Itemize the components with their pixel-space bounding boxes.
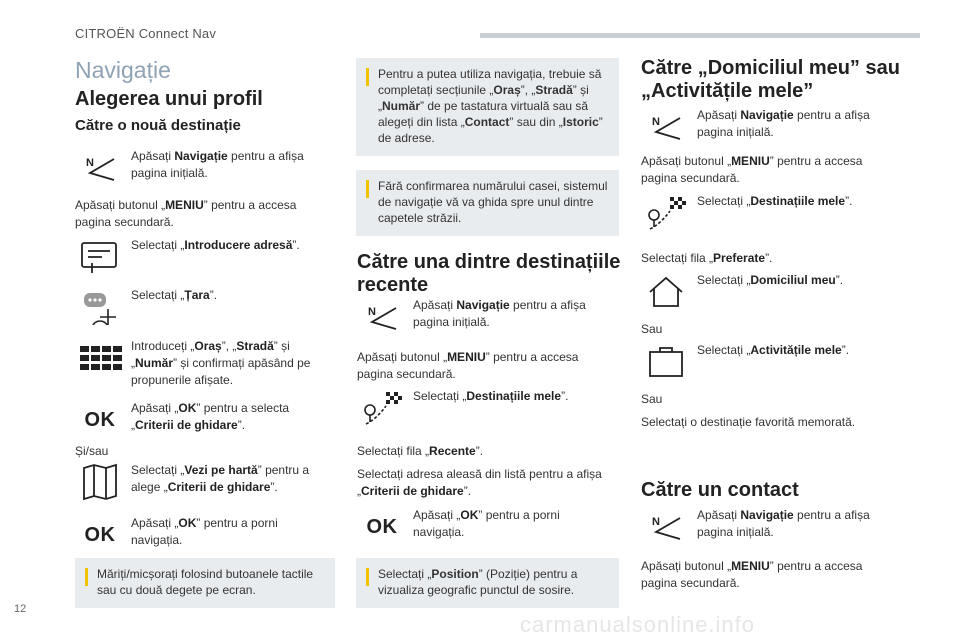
header-bar xyxy=(480,33,920,38)
step-address xyxy=(75,237,335,277)
step-home xyxy=(641,272,901,312)
destination-flag-icon xyxy=(641,193,691,233)
keyboard-icon xyxy=(75,338,125,378)
col3-title-2: Către un contact xyxy=(641,479,799,501)
tab-favorites-instruction: Selectați fila „Preferate”. xyxy=(641,251,773,265)
svg-text:N: N xyxy=(368,306,376,318)
svg-text:N: N xyxy=(86,157,94,169)
col3-title: Către „Domiciliul meu” sau „Activitățile mele” xyxy=(641,57,900,102)
step-ok-1 xyxy=(75,400,335,440)
step-ok-3 xyxy=(357,507,619,547)
note-house-number: Fără confirmarea numărului casei, sistemul de navigație vă va ghida spre unul dintre capetele străzii. xyxy=(356,170,619,236)
menu-instruction-3: Apăsați butonul „MENIU” pentru a accesa pagina secundară. xyxy=(641,154,863,185)
or-label-1: Sau xyxy=(641,322,663,336)
step-country-text: Selectați „Țara”. xyxy=(131,288,218,302)
step-work xyxy=(641,342,901,382)
step-work-text: Selectați „Activitățile mele”. xyxy=(697,343,850,357)
step-input xyxy=(75,338,335,389)
step-nav-1 xyxy=(75,148,335,188)
step-address-text: Selectați „Introducere adresă”. xyxy=(131,238,300,252)
address-select-instruction: Selectați adresa aleasă din listă pentru a afișa „Criterii de ghidare”. xyxy=(357,467,602,498)
step-nav-4-text: Apăsați Navigație pentru a afișa pagina inițială. xyxy=(697,508,870,539)
note-position: Selectați „Position” (Poziție) pentru a vizualiza geografic punctul de sosire. xyxy=(356,558,619,608)
step-my-destinations-3-text: Selectați „Destinațiile mele”. xyxy=(697,194,853,208)
step-nav-2-text: Apăsați Navigație pentru a afișa pagina inițială. xyxy=(413,298,586,329)
menu-instruction-2: Apăsați butonul „MENIU” pentru a accesa pagina secundară. xyxy=(357,350,579,381)
step-ok-1-text: Apăsați „OK” pentru a selecta „Criterii de ghidare”. xyxy=(131,401,290,432)
navigation-icon xyxy=(75,148,125,188)
menu-instruction-1: Apăsați butonul „MENIU” pentru a accesa pagina secundară. xyxy=(75,198,297,229)
step-map-text: Selectați „Vezi pe hartă” pentru a alege „Criterii de ghidare”. xyxy=(131,463,310,494)
step-my-destinations-2 xyxy=(357,388,619,428)
ok-icon: OK xyxy=(84,523,116,546)
ok-icon: OK xyxy=(84,408,116,431)
menu-instruction-4: Apăsați butonul „MENIU” pentru a accesa pagina secundară. xyxy=(641,559,863,590)
col1-title: Alegerea unui profil xyxy=(75,88,263,110)
note-address-fields: Pentru a putea utiliza navigația, trebuie să completați secțiunile „Oraș”, „Stradă” și „Număr” de pe tastatura virtuală sau să alegeți din lista „Contact” sau din „Istoric” de adrese. xyxy=(356,58,619,156)
briefcase-icon xyxy=(641,342,691,382)
step-nav-3 xyxy=(641,107,901,147)
section-title: Navigație xyxy=(75,57,171,83)
col1-subtitle: Către o nouă destinație xyxy=(75,117,241,134)
svg-text:N: N xyxy=(652,116,660,128)
brand-header: CITROËN Connect Nav xyxy=(75,26,217,41)
step-ok-2-text: Apăsați „OK” pentru a porni navigația. xyxy=(131,516,278,547)
and-or-label: Și/sau xyxy=(75,444,109,458)
col2-title: Către una dintre destinațiile recente xyxy=(357,251,621,296)
step-nav-1-text: Apăsați Navigație pentru a afișa pagina inițială. xyxy=(131,149,304,180)
svg-text:N: N xyxy=(652,516,660,528)
step-map xyxy=(75,462,335,502)
step-my-destinations-3 xyxy=(641,193,901,233)
step-ok-3-text: Apăsați „OK” pentru a porni navigația. xyxy=(413,508,560,539)
page-number: 12 xyxy=(14,603,27,615)
home-icon xyxy=(641,272,691,312)
navigation-icon xyxy=(641,107,691,147)
step-home-text: Selectați „Domiciliul meu”. xyxy=(697,273,844,287)
note-marker xyxy=(366,180,369,198)
step-country xyxy=(75,287,335,327)
map-icon xyxy=(75,462,125,502)
destination-flag-icon xyxy=(357,388,407,428)
tab-recent-instruction: Selectați fila „Recente”. xyxy=(357,444,484,458)
step-ok-2 xyxy=(75,515,335,555)
navigation-icon xyxy=(641,507,691,547)
favorite-instruction: Selectați o destinație favorită memorată. xyxy=(641,415,856,429)
ok-icon: OK xyxy=(366,515,398,538)
step-input-text: Introduceți „Oraș”, „Stradă” și „Număr” și confirmați apăsând pe propunerile afișate. xyxy=(131,339,311,387)
step-nav-2 xyxy=(357,297,619,337)
navigation-icon xyxy=(357,297,407,337)
or-label-2: Sau xyxy=(641,392,663,406)
note-marker xyxy=(366,68,369,86)
step-my-destinations-2-text: Selectați „Destinațiile mele”. xyxy=(413,389,569,403)
step-nav-4 xyxy=(641,507,901,547)
note-zoom: Măriți/micșorați folosind butoanele tactile sau cu două degete pe ecran. xyxy=(75,558,335,608)
step-nav-3-text: Apăsați Navigație pentru a afișa pagina inițială. xyxy=(697,108,870,139)
watermark: carmanualsonline.info xyxy=(520,612,756,637)
note-marker xyxy=(85,568,88,586)
address-entry-icon xyxy=(75,237,125,277)
country-icon xyxy=(75,287,125,327)
note-marker xyxy=(366,568,369,586)
